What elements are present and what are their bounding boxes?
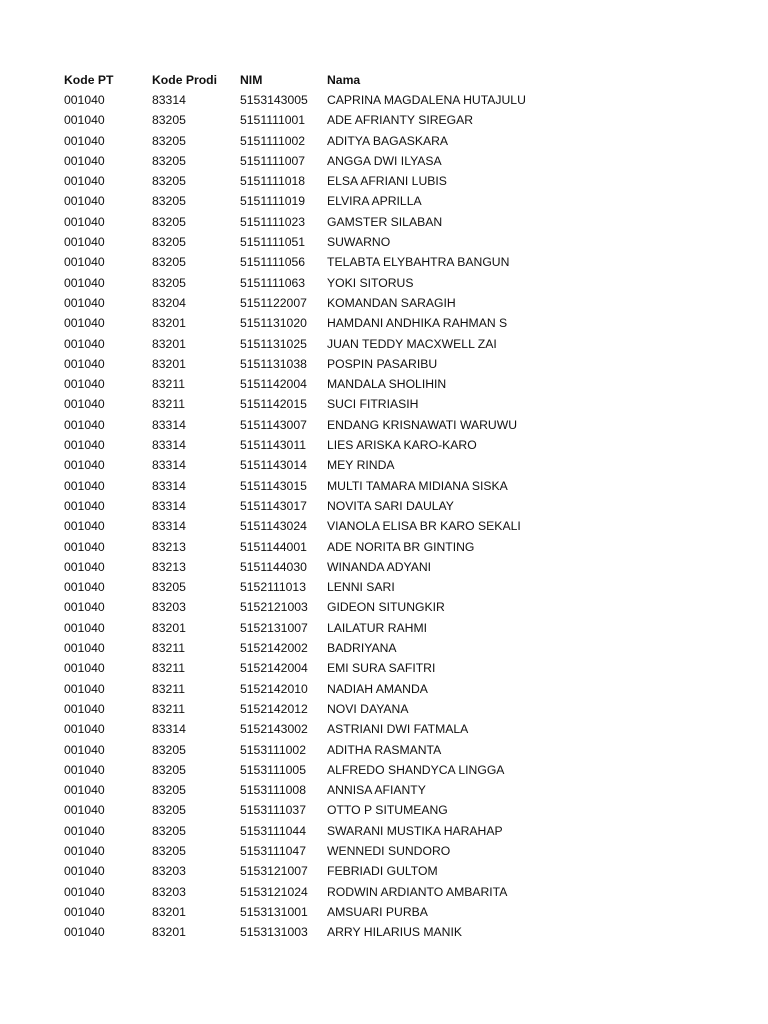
cell-nim: 5151111007 (240, 153, 306, 168)
cell-nama: NOVITA SARI DAULAY (327, 498, 454, 513)
cell-kode-pt: 001040 (64, 681, 105, 696)
cell-nim: 5153121024 (240, 884, 308, 899)
cell-kode-pt: 001040 (64, 438, 105, 453)
cell-kode-pt: 001040 (64, 843, 105, 858)
cell-kode-pt: 001040 (64, 620, 105, 635)
cell-nama: ADITYA BAGASKARA (327, 133, 449, 148)
cell-nama: YOKI SITORUS (327, 275, 414, 290)
cell-nama: POSPIN PASARIBU (327, 356, 438, 371)
table-row (64, 191, 744, 211)
cell-kode-pt: 001040 (64, 600, 105, 615)
table-row (64, 171, 744, 191)
cell-nama: FEBRIADI GULTOM (327, 864, 438, 879)
cell-nama: WINANDA ADYANI (327, 559, 432, 574)
table-row (64, 273, 744, 293)
cell-nama: ADITHA RASMANTA (327, 742, 442, 757)
cell-kode-pt: 001040 (64, 823, 105, 838)
cell-nim: 5151144030 (240, 559, 307, 574)
table-row (64, 882, 744, 902)
table-row (64, 212, 744, 232)
cell-nama: MULTI TAMARA MIDIANA SISKA (327, 478, 508, 493)
cell-kode-prodi: 83205 (152, 580, 186, 595)
cell-kode-pt: 001040 (64, 722, 105, 737)
cell-nim: 5151111001 (240, 113, 306, 128)
cell-nama: MEY RINDA (327, 458, 395, 473)
cell-nim: 5151142015 (240, 397, 307, 412)
table-row (64, 740, 744, 760)
table-row (64, 577, 744, 597)
table-row (64, 151, 744, 171)
cell-nim: 5151143007 (240, 417, 307, 432)
cell-nim: 5151111002 (240, 133, 306, 148)
cell-kode-pt: 001040 (64, 377, 105, 392)
table-row (64, 415, 744, 435)
table-row (64, 780, 744, 800)
table-row (64, 841, 744, 861)
cell-kode-pt: 001040 (64, 214, 105, 229)
cell-nim: 5153111047 (240, 843, 306, 858)
cell-kode-pt: 001040 (64, 864, 105, 879)
table-row (64, 293, 744, 313)
cell-kode-prodi: 83201 (152, 620, 186, 635)
cell-nim: 5153111044 (240, 823, 306, 838)
cell-nim: 5152111013 (240, 580, 306, 595)
header-nama: Nama (327, 72, 361, 87)
cell-nim: 5151122007 (240, 295, 307, 310)
table-row (64, 719, 744, 739)
table-row (64, 638, 744, 658)
cell-nama: ARRY HILARIUS MANIK (327, 925, 463, 940)
cell-nama: ELSA AFRIANI LUBIS (327, 174, 447, 189)
table-row (64, 110, 744, 130)
cell-nim: 5152131007 (240, 620, 308, 635)
cell-kode-prodi: 83205 (152, 194, 186, 209)
cell-nim: 5151111056 (240, 255, 306, 270)
cell-nama: EMI SURA SAFITRI (327, 661, 436, 676)
table-row (64, 252, 744, 272)
cell-kode-pt: 001040 (64, 397, 105, 412)
cell-kode-pt: 001040 (64, 783, 105, 798)
cell-kode-pt: 001040 (64, 235, 105, 250)
cell-kode-prodi: 83201 (152, 356, 186, 371)
cell-nim: 5151131025 (240, 336, 307, 351)
cell-nim: 5153111005 (240, 762, 306, 777)
cell-kode-pt: 001040 (64, 701, 105, 716)
cell-kode-prodi: 83205 (152, 235, 186, 250)
cell-nama: BADRIYANA (327, 641, 397, 656)
table-row (64, 800, 744, 820)
cell-nim: 5153111002 (240, 742, 306, 757)
cell-kode-prodi: 83205 (152, 153, 186, 168)
table-row (64, 232, 744, 252)
header-nim: NIM (240, 72, 263, 87)
cell-kode-prodi: 83205 (152, 214, 186, 229)
table-row (64, 90, 744, 110)
cell-kode-pt: 001040 (64, 458, 105, 473)
table-row (64, 354, 744, 374)
cell-kode-prodi: 83314 (152, 458, 186, 473)
table-row (64, 516, 744, 536)
table-row (64, 760, 744, 780)
table-row (64, 597, 744, 617)
header-kode-prodi: Kode Prodi (152, 72, 218, 87)
cell-kode-prodi: 83211 (152, 397, 185, 412)
table-row (64, 313, 744, 333)
cell-nim: 5153121007 (240, 864, 308, 879)
cell-nim: 5151111051 (240, 235, 306, 250)
cell-kode-prodi: 83205 (152, 783, 186, 798)
cell-kode-prodi: 83205 (152, 843, 186, 858)
cell-kode-prodi: 83201 (152, 316, 186, 331)
cell-kode-pt: 001040 (64, 295, 105, 310)
cell-kode-prodi: 83205 (152, 133, 186, 148)
cell-kode-pt: 001040 (64, 884, 105, 899)
table-body (64, 90, 744, 942)
cell-nama: RODWIN ARDIANTO AMBARITA (327, 884, 508, 899)
cell-kode-pt: 001040 (64, 174, 105, 189)
cell-nama: LENNI SARI (327, 580, 395, 595)
cell-kode-pt: 001040 (64, 153, 105, 168)
cell-nim: 5151131038 (240, 356, 307, 371)
cell-nama: ASTRIANI DWI FATMALA (327, 722, 469, 737)
cell-kode-pt: 001040 (64, 559, 105, 574)
cell-nama: WENNEDI SUNDORO (327, 843, 451, 858)
table-row (64, 394, 744, 414)
table-row (64, 618, 744, 638)
cell-nim: 5152142002 (240, 641, 308, 656)
cell-nim: 5153111037 (240, 803, 306, 818)
table-row (64, 455, 744, 475)
cell-nama: HAMDANI ANDHIKA RAHMAN S (327, 316, 508, 331)
table-row (64, 922, 744, 942)
cell-nama: ALFREDO SHANDYCA LINGGA (327, 762, 505, 777)
cell-kode-prodi: 83205 (152, 255, 186, 270)
cell-kode-pt: 001040 (64, 904, 105, 919)
cell-kode-pt: 001040 (64, 336, 105, 351)
cell-kode-prodi: 83314 (152, 498, 186, 513)
cell-nim: 5151143011 (240, 438, 306, 453)
cell-nim: 5153111008 (240, 783, 306, 798)
cell-nim: 5151111018 (240, 174, 306, 189)
table-row (64, 658, 744, 678)
cell-kode-prodi: 83213 (152, 559, 186, 574)
cell-nim: 5151143014 (240, 458, 307, 473)
cell-kode-prodi: 83211 (152, 701, 185, 716)
cell-kode-pt: 001040 (64, 133, 105, 148)
cell-nim: 5152143002 (240, 722, 308, 737)
cell-nama: GIDEON SITUNGKIR (327, 600, 445, 615)
cell-kode-prodi: 83314 (152, 519, 186, 534)
cell-kode-prodi: 83314 (152, 438, 186, 453)
cell-nama: TELABTA ELYBAHTRA BANGUN (327, 255, 510, 270)
cell-kode-prodi: 83205 (152, 823, 186, 838)
cell-nim: 5151131020 (240, 316, 307, 331)
cell-nim: 5153131001 (240, 904, 308, 919)
cell-kode-pt: 001040 (64, 275, 105, 290)
cell-nama: LIES ARISKA KARO-KARO (327, 438, 477, 453)
cell-nim: 5151144001 (240, 539, 307, 554)
cell-nama: KOMANDAN SARAGIH (327, 295, 456, 310)
cell-kode-prodi: 83205 (152, 174, 186, 189)
cell-nim: 5151111063 (240, 275, 306, 290)
table-row (64, 861, 744, 881)
cell-nama: GAMSTER SILABAN (327, 214, 443, 229)
cell-kode-pt: 001040 (64, 194, 105, 209)
cell-kode-pt: 001040 (64, 113, 105, 128)
table-row (64, 496, 744, 516)
table-row (64, 902, 744, 922)
cell-nama: LAILATUR RAHMI (327, 620, 427, 635)
table-row (64, 131, 744, 151)
cell-kode-prodi: 83314 (152, 478, 186, 493)
cell-nim: 5151111019 (240, 194, 306, 209)
cell-kode-prodi: 83205 (152, 762, 186, 777)
cell-kode-prodi: 83201 (152, 904, 186, 919)
cell-nama: ANNISA AFIANTY (327, 783, 426, 798)
cell-nim: 5152121003 (240, 600, 308, 615)
cell-kode-pt: 001040 (64, 93, 105, 107)
cell-nim: 5152142010 (240, 681, 308, 696)
cell-kode-prodi: 83211 (152, 681, 185, 696)
cell-nama: MANDALA SHOLIHIN (327, 377, 447, 392)
header-kode-pt: Kode PT (64, 72, 114, 87)
cell-nim: 5151142004 (240, 377, 307, 392)
cell-kode-prodi: 83211 (152, 377, 185, 392)
table-row (64, 557, 744, 577)
cell-kode-pt: 001040 (64, 356, 105, 371)
cell-nim: 5151111023 (240, 214, 306, 229)
cell-kode-pt: 001040 (64, 803, 105, 818)
cell-nama: CAPRINA MAGDALENA HUTAJULU (327, 93, 526, 107)
cell-nama: NOVI DAYANA (327, 701, 409, 716)
cell-nama: NADIAH AMANDA (327, 681, 428, 696)
cell-kode-pt: 001040 (64, 539, 105, 554)
cell-kode-pt: 001040 (64, 661, 105, 676)
cell-kode-pt: 001040 (64, 580, 105, 595)
cell-kode-pt: 001040 (64, 925, 105, 940)
cell-nama: VIANOLA ELISA BR KARO SEKALI (327, 519, 521, 534)
table-header-row (64, 70, 744, 90)
cell-nim: 5153131003 (240, 925, 308, 940)
table-row (64, 699, 744, 719)
cell-nama: SUWARNO (327, 235, 391, 250)
cell-nim: 5152142004 (240, 661, 308, 676)
cell-kode-pt: 001040 (64, 742, 105, 757)
cell-kode-pt: 001040 (64, 255, 105, 270)
cell-kode-pt: 001040 (64, 417, 105, 432)
cell-nama: SWARANI MUSTIKA HARAHAP (327, 823, 503, 838)
cell-nama: ENDANG KRISNAWATI WARUWU (327, 417, 518, 432)
cell-kode-pt: 001040 (64, 498, 105, 513)
cell-nama: SUCI FITRIASIH (327, 397, 419, 412)
cell-kode-prodi: 83201 (152, 925, 186, 940)
table-row (64, 679, 744, 699)
cell-kode-pt: 001040 (64, 641, 105, 656)
cell-kode-prodi: 83205 (152, 742, 186, 757)
cell-kode-prodi: 83205 (152, 113, 186, 128)
cell-kode-prodi: 83213 (152, 539, 186, 554)
cell-kode-prodi: 83314 (152, 722, 186, 737)
cell-nama: ANGGA DWI ILYASA (327, 153, 442, 168)
cell-kode-prodi: 83211 (152, 661, 185, 676)
cell-nama: OTTO P SITUMEANG (327, 803, 448, 818)
cell-nama: ADE NORITA BR GINTING (327, 539, 475, 554)
cell-kode-prodi: 83314 (152, 93, 186, 107)
table-row (64, 334, 744, 354)
cell-nama: AMSUARI PURBA (327, 904, 428, 919)
cell-kode-pt: 001040 (64, 519, 105, 534)
cell-kode-prodi: 83205 (152, 275, 186, 290)
cell-kode-prodi: 83211 (152, 641, 185, 656)
cell-kode-prodi: 83204 (152, 295, 186, 310)
table-row (64, 476, 744, 496)
cell-nim: 5153143005 (240, 93, 308, 107)
cell-nama: ADE AFRIANTY SIREGAR (327, 113, 474, 128)
cell-nim: 5151143024 (240, 519, 307, 534)
cell-kode-prodi: 83203 (152, 600, 186, 615)
cell-kode-prodi: 83205 (152, 803, 186, 818)
table-row (64, 821, 744, 841)
cell-nim: 5151143017 (240, 498, 307, 513)
cell-nim: 5152142012 (240, 701, 308, 716)
table-row (64, 435, 744, 455)
cell-kode-pt: 001040 (64, 478, 105, 493)
cell-kode-pt: 001040 (64, 316, 105, 331)
cell-nama: ELVIRA APRILLA (327, 194, 422, 209)
table-row (64, 374, 744, 394)
cell-nim: 5151143015 (240, 478, 307, 493)
cell-nama: JUAN TEDDY MACXWELL ZAI (327, 336, 497, 351)
table-row (64, 537, 744, 557)
cell-kode-prodi: 83203 (152, 864, 186, 879)
cell-kode-prodi: 83314 (152, 417, 186, 432)
cell-kode-pt: 001040 (64, 762, 105, 777)
student-table (64, 70, 744, 942)
cell-kode-prodi: 83201 (152, 336, 186, 351)
cell-kode-prodi: 83203 (152, 884, 186, 899)
